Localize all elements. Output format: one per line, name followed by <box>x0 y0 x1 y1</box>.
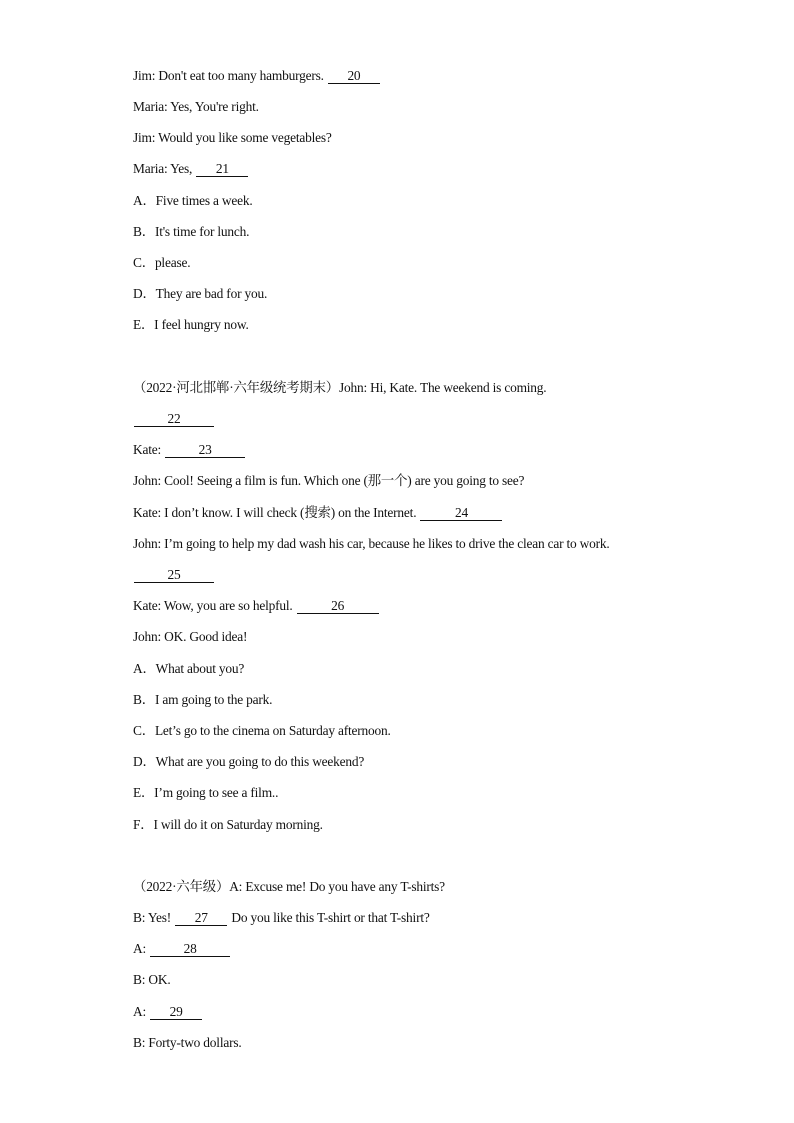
option-item: C．Let’s go to the cinema on Saturday afternoon. <box>133 723 391 738</box>
answer-blank[interactable]: 23 <box>165 442 245 458</box>
dialogue-line: A: 29 <box>133 1003 203 1021</box>
option-item: E．I feel hungry now. <box>133 317 249 332</box>
dialogue-line: John: Cool! Seeing a film is fun. Which one (那一个) are you going to see? <box>133 473 525 488</box>
dialogue-line: B: Yes! 27 Do you like this T-shirt or that T-shirt? <box>133 910 430 925</box>
option-item: E．I’m going to see a film.. <box>133 785 279 800</box>
option-item: D．They are bad for you. <box>133 286 268 301</box>
dialogue-line: Maria: Yes, You're right. <box>133 99 259 114</box>
answer-blank[interactable]: 29 <box>150 1004 202 1020</box>
answer-blank[interactable]: 25 <box>134 567 214 583</box>
dialogue-line: John: I’m going to help my dad wash his car, because he likes to drive the clean car to work. <box>133 536 610 551</box>
option-item: D．What are you going to do this weekend? <box>133 754 365 769</box>
dialogue-line: Kate: Wow, you are so helpful. 26 <box>133 597 380 615</box>
answer-blank[interactable]: 28 <box>150 941 230 957</box>
question-header: （2022·六年级）A: Excuse me! Do you have any T-shirts? <box>133 879 445 894</box>
question-header: （2022·河北邯郸·六年级统考期末）John: Hi, Kate. The weekend is coming. <box>133 380 547 395</box>
dialogue-line: Maria: Yes, 21 <box>133 160 249 178</box>
answer-blank[interactable]: 22 <box>134 411 214 427</box>
dialogue-line: B: Forty-two dollars. <box>133 1035 242 1050</box>
dialogue-line <box>133 410 215 428</box>
option-item: C．please. <box>133 255 191 270</box>
answer-blank[interactable]: 24 <box>420 505 502 521</box>
dialogue-line: Kate: 23 <box>133 441 246 459</box>
dialogue-line: B: OK. <box>133 972 171 987</box>
dialogue-line: Jim: Would you like some vegetables? <box>133 130 332 145</box>
answer-blank[interactable]: 20 <box>328 68 380 84</box>
option-item: B．I am going to the park. <box>133 692 273 707</box>
dialogue-line <box>133 566 215 584</box>
option-item: B．It's time for lunch. <box>133 224 250 239</box>
answer-blank[interactable]: 26 <box>297 598 379 614</box>
dialogue-line: John: OK. Good idea! <box>133 629 248 644</box>
dialogue-line: Jim: Don't eat too many hamburgers. 20 <box>133 67 381 85</box>
option-item: F．I will do it on Saturday morning. <box>133 817 323 832</box>
dialogue-line: A: 28 <box>133 940 231 958</box>
dialogue-line: Kate: I don’t know. I will check (搜索) on the Internet. 24 <box>133 504 503 522</box>
answer-blank[interactable]: 27 <box>175 910 227 926</box>
option-item: A．What about you? <box>133 661 245 676</box>
option-item: A．Five times a week. <box>133 193 253 208</box>
answer-blank[interactable]: 21 <box>196 161 248 177</box>
